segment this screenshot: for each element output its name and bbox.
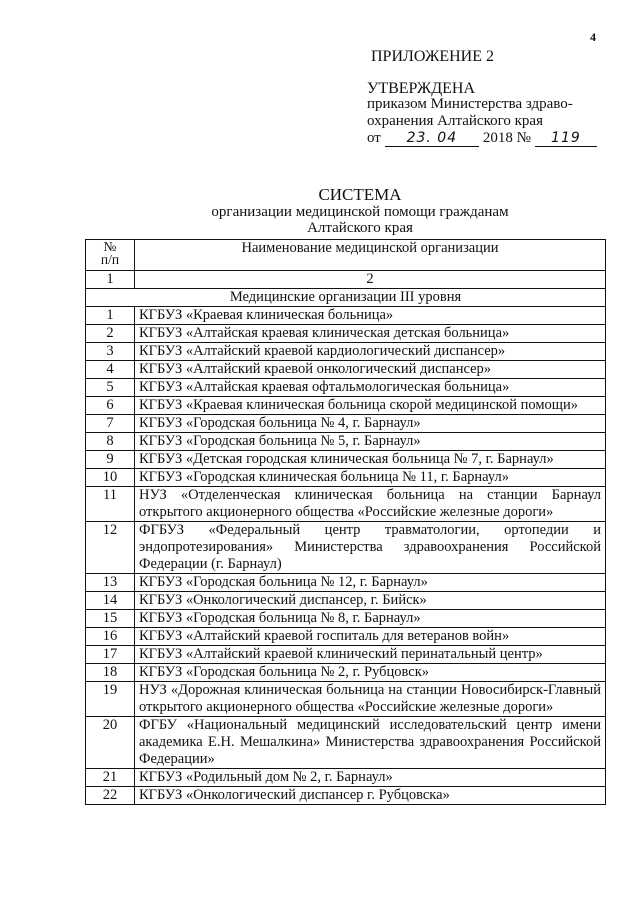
col-num-header: № п/п xyxy=(86,240,135,271)
order-line-1: приказом Министерства здраво- xyxy=(367,96,573,112)
row-number: 20 xyxy=(86,717,135,769)
organization-name: КГБУЗ «Городская клиническая больница № 11, г. Барнаул» xyxy=(135,469,606,487)
order-year-label: 2018 № xyxy=(482,130,531,146)
organization-name: ФГБУ «Национальный медицинский исследовательский центр имени академика Е.Н. Мешалкина» Министерства здравоохранения Российской Федерации» xyxy=(135,717,606,769)
table-row xyxy=(86,397,606,415)
row-number: 19 xyxy=(86,682,135,717)
row-number: 22 xyxy=(86,787,135,805)
page-number: 4 xyxy=(590,30,596,44)
table-row xyxy=(86,433,606,451)
table-header-row xyxy=(86,240,606,271)
row-number: 17 xyxy=(86,646,135,664)
row-number: 9 xyxy=(86,451,135,469)
row-number: 3 xyxy=(86,343,135,361)
table-row xyxy=(86,487,606,522)
row-number: 11 xyxy=(86,487,135,522)
organization-name: КГБУЗ «Онкологический диспансер, г. Бийск» xyxy=(135,592,606,610)
order-date-handwritten: 23. 04 xyxy=(385,131,479,147)
row-number: 2 xyxy=(86,325,135,343)
organization-name: КГБУЗ «Алтайский краевой клинический перинатальный центр» xyxy=(135,646,606,664)
row-number: 7 xyxy=(86,415,135,433)
table-row xyxy=(86,646,606,664)
row-number: 10 xyxy=(86,469,135,487)
row-number: 4 xyxy=(86,361,135,379)
order-line-2: охранения Алтайского края xyxy=(367,113,543,129)
order-number-handwritten: 119 xyxy=(535,131,597,147)
table-row xyxy=(86,522,606,574)
row-number: 12 xyxy=(86,522,135,574)
table-row xyxy=(86,415,606,433)
table-row xyxy=(86,717,606,769)
organization-name: НУЗ «Отделенческая клиническая больница на станции Барнаул открытого акционерного общества «Российские железные дороги» xyxy=(135,487,606,522)
organization-name: ФГБУЗ «Федеральный центр травматологии, ортопедии и эндопротезирования» Министерства здравоохранения Российской Федерации (г. Барнаул) xyxy=(135,522,606,574)
table-row xyxy=(86,307,606,325)
table-row xyxy=(86,664,606,682)
table-row xyxy=(86,592,606,610)
col-num-index: 1 xyxy=(86,271,135,289)
row-number: 14 xyxy=(86,592,135,610)
appendix-label: ПРИЛОЖЕНИЕ 2 xyxy=(371,48,495,65)
row-number: 21 xyxy=(86,769,135,787)
table-row xyxy=(86,574,606,592)
table-row xyxy=(86,379,606,397)
organization-name: КГБУЗ «Родильный дом № 2, г. Барнаул» xyxy=(135,769,606,787)
title-line-3: Алтайского края xyxy=(307,220,413,236)
organization-name: КГБУЗ «Алтайский краевой онкологический диспансер» xyxy=(135,361,606,379)
table-section-row xyxy=(86,289,606,307)
title-line-2: организации медицинской помощи гражданам xyxy=(211,204,509,220)
table-row xyxy=(86,361,606,379)
table-row xyxy=(86,787,606,805)
row-number: 8 xyxy=(86,433,135,451)
organization-name: КГБУЗ «Алтайский краевой кардиологический диспансер» xyxy=(135,343,606,361)
organization-name: КГБУЗ «Краевая клиническая больница скорой медицинской помощи» xyxy=(135,397,606,415)
table-row xyxy=(86,610,606,628)
table-row xyxy=(86,769,606,787)
row-number: 18 xyxy=(86,664,135,682)
organization-name: КГБУЗ «Краевая клиническая больница» xyxy=(135,307,606,325)
document-title xyxy=(130,186,590,236)
order-line-3 xyxy=(367,130,601,147)
table-row xyxy=(86,682,606,717)
organization-name: КГБУЗ «Детская городская клиническая больница № 7, г. Барнаул» xyxy=(135,451,606,469)
title-line-1: СИСТЕМА xyxy=(318,185,402,204)
col-name-index: 2 xyxy=(135,271,606,289)
section-title: Медицинские организации III уровня xyxy=(86,289,606,307)
table-row xyxy=(86,628,606,646)
table-row xyxy=(86,451,606,469)
table-index-row xyxy=(86,271,606,289)
row-number: 16 xyxy=(86,628,135,646)
row-number: 13 xyxy=(86,574,135,592)
table-row xyxy=(86,325,606,343)
organization-name: КГБУЗ «Алтайская краевая офтальмологическая больница» xyxy=(135,379,606,397)
row-number: 15 xyxy=(86,610,135,628)
table-row xyxy=(86,469,606,487)
organization-name: КГБУЗ «Алтайская краевая клиническая детская больница» xyxy=(135,325,606,343)
organization-name: КГБУЗ «Городская больница № 2, г. Рубцовск» xyxy=(135,664,606,682)
organization-name: КГБУЗ «Городская больница № 5, г. Барнаул» xyxy=(135,433,606,451)
row-number: 6 xyxy=(86,397,135,415)
medical-organizations-table xyxy=(85,239,606,805)
row-number: 1 xyxy=(86,307,135,325)
organization-name: КГБУЗ «Алтайский краевой госпиталь для ветеранов войн» xyxy=(135,628,606,646)
organization-name: НУЗ «Дорожная клиническая больница на станции Новосибирск-Главный открытого акционерного общества «Российские железные дороги» xyxy=(135,682,606,717)
organization-name: КГБУЗ «Онкологический диспансер г. Рубцовска» xyxy=(135,787,606,805)
order-reference xyxy=(367,96,601,147)
col-name-header: Наименование медицинской организации xyxy=(135,240,606,271)
row-number: 5 xyxy=(86,379,135,397)
organization-name: КГБУЗ «Городская больница № 12, г. Барнаул» xyxy=(135,574,606,592)
organization-name: КГБУЗ «Городская больница № 4, г. Барнаул» xyxy=(135,415,606,433)
approved-label: УТВЕРЖДЕНА xyxy=(367,80,476,97)
organization-name: КГБУЗ «Городская больница № 8, г. Барнаул» xyxy=(135,610,606,628)
order-from-label: от xyxy=(367,130,381,146)
table-row xyxy=(86,343,606,361)
